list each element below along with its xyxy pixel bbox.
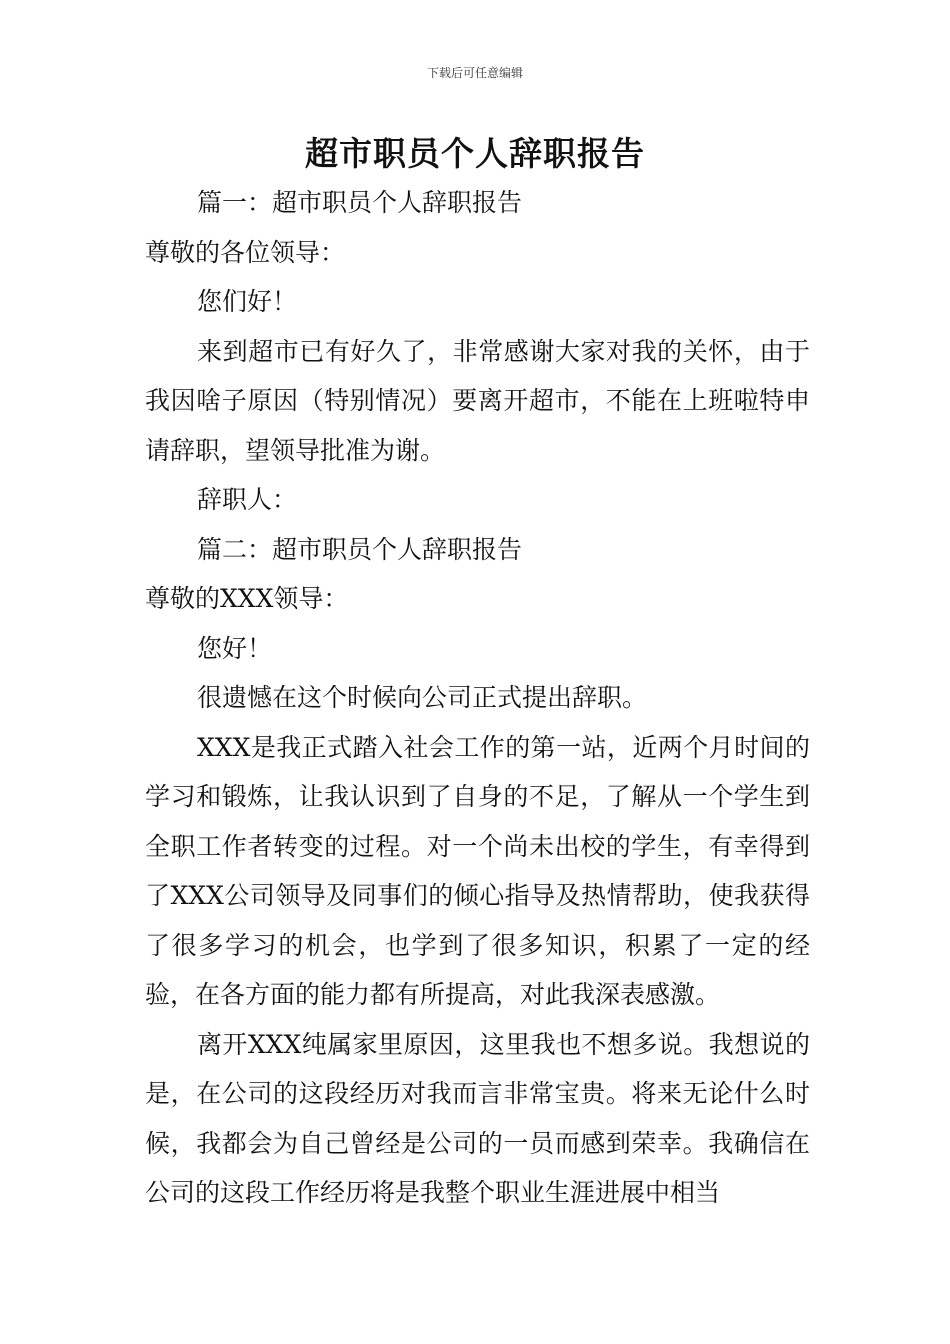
section-heading-2: 篇二：超市职员个人辞职报告 [197,534,523,564]
body-paragraph: 离开XXX纯属家里原因，这里我也不想多说。我想说的是，在公司的这段经历对我而言非常宝贵。将来无论什么时候，我都会为自己曾经是公司的一员而感到荣幸。我确信在公司的这段工作经历将是我整个职业生涯进展中相当 [145,1029,810,1207]
body-paragraph: 来到超市已有好久了，非常感谢大家对我的关怀，由于我因啥子原因（特别情况）要离开超市，不能在上班啦特申请辞职，望领导批准为谢。 [145,336,810,465]
greeting-2: 您好！ [197,633,273,663]
salutation-1: 尊敬的各位领导： [145,237,346,267]
section-heading-1: 篇一：超市职员个人辞职报告 [197,188,523,217]
signature-line: 辞职人： [197,485,298,514]
body-paragraph: 很遗憾在这个时候向公司正式提出辞职。 [197,683,648,712]
greeting-1: 您们好！ [197,287,298,316]
salutation-2: 尊敬的XXX领导： [145,584,349,613]
page-header-note: 下载后可任意编辑 [426,66,523,80]
body-paragraph: XXX是我正式踏入社会工作的第一站，近两个月时间的学习和锻炼，让我认识到了自身的不足，了解从一个学生到全职工作者转变的过程。对一个尚未出校的学生，有幸得到了XXX公司领导及同事们的倾心指导及热情帮助，使我获得了很多学习的机会，也学到了很多知识，积累了一定的经验，在各方面的能力都有所提高，对此我深表感激。 [145,732,810,1009]
document-title: 超市职员个人辞职报告 [305,134,645,173]
document-body [145,178,810,1218]
